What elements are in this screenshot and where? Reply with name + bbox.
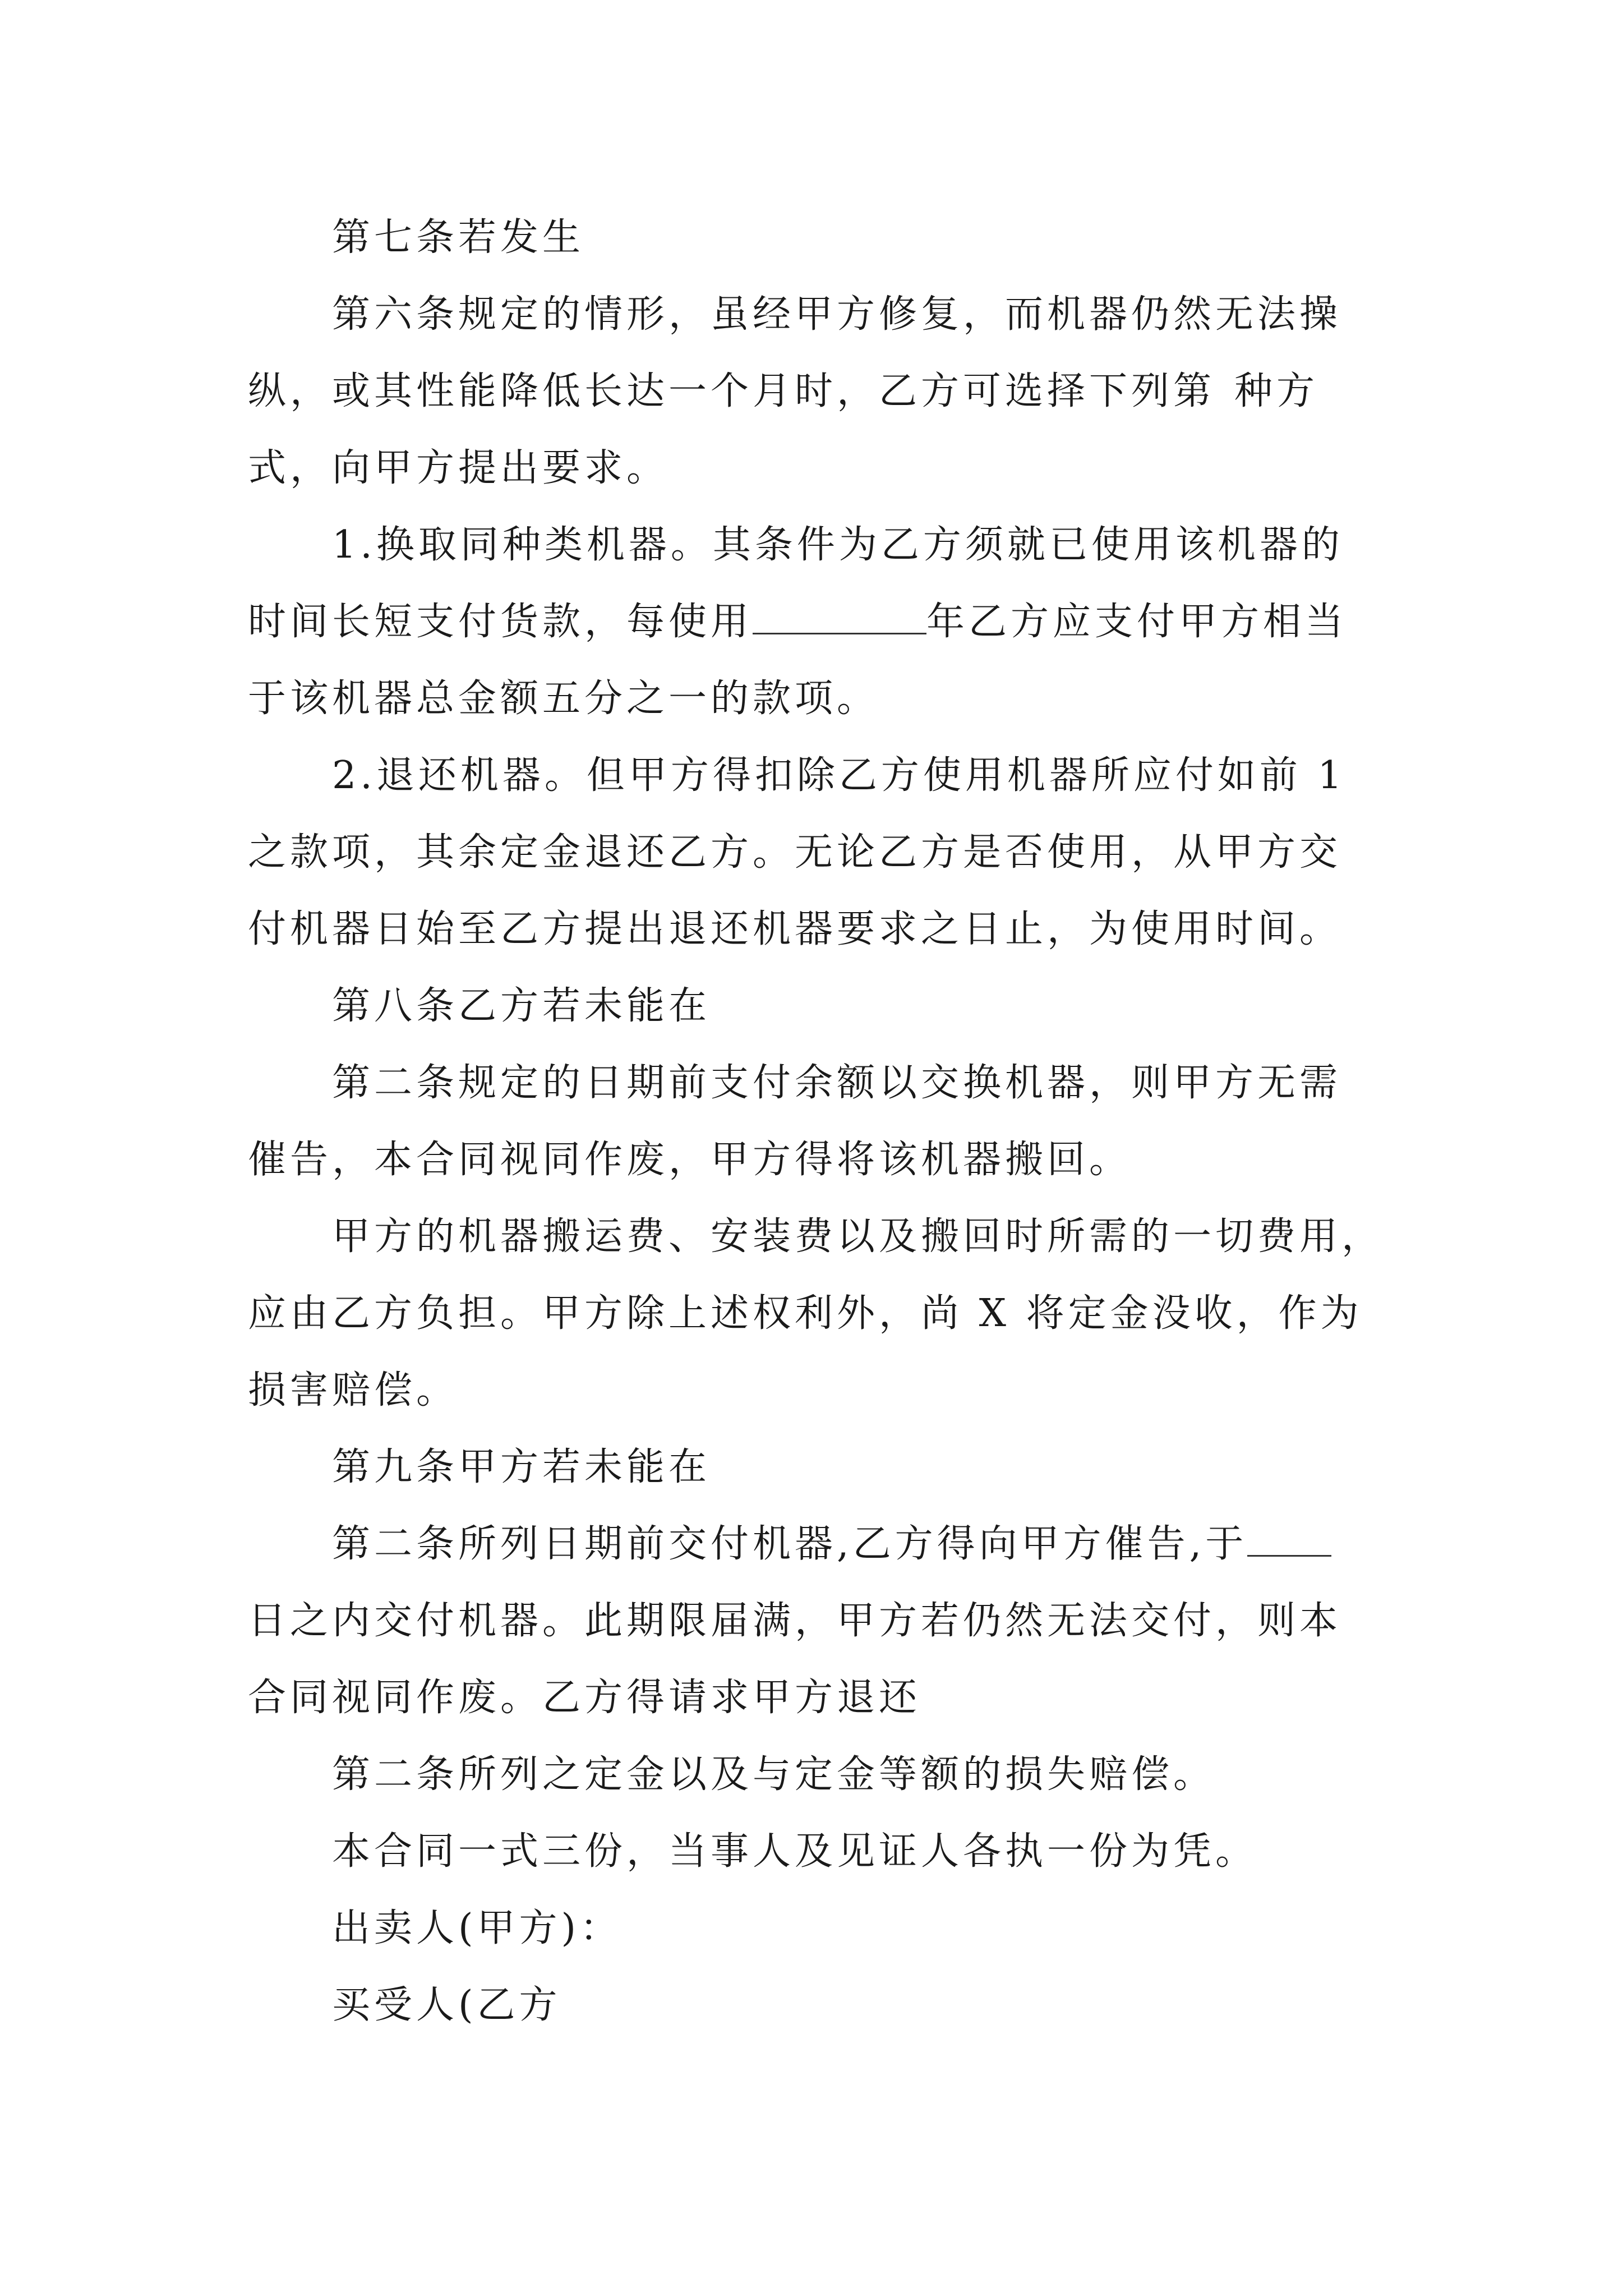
text-line: 本合同一式三份，当事人及见证人各执一份为凭。 bbox=[332, 1829, 1258, 1874]
text-line: 催告，本合同视同作废，甲方得将该机器搬回。 bbox=[248, 1138, 1132, 1182]
text-line: 损害赔偿。 bbox=[248, 1368, 459, 1412]
text-line: 日之内交付机器。此期限届满，甲方若仍然无法交付，则本 bbox=[248, 1599, 1342, 1643]
text-line: 甲方的机器搬运费、安装费以及搬回时所需的一切费用， bbox=[332, 1214, 1384, 1259]
text-line: 第二条所列之定金以及与定金等额的损失赔偿。 bbox=[332, 1752, 1216, 1797]
text-line: 付机器日始至乙方提出退还机器要求之日止，为使用时间。 bbox=[248, 907, 1342, 951]
text-line bbox=[248, 583, 1414, 660]
text-line: 之款项，其余定金退还乙方。无论乙方是否使用，从甲方交 bbox=[248, 830, 1342, 875]
clause-7-heading: 第七条若发生 bbox=[332, 215, 585, 260]
text-line: 第二条规定的日期前支付余额以交换机器，则甲方无需 bbox=[332, 1061, 1342, 1105]
fill-in-blank bbox=[753, 599, 926, 634]
text-line: 合同视同作废。乙方得请求甲方退还 bbox=[248, 1676, 921, 1720]
clause-9-heading: 第九条甲方若未能在 bbox=[332, 1445, 711, 1489]
document-body bbox=[248, 199, 1414, 2044]
buyer-signature-line: 买受人(乙方 bbox=[332, 1983, 561, 2027]
text-segment: 第二条所列日期前交付机器,乙方得向甲方催告,于 bbox=[332, 1522, 1248, 1566]
text-segment: 纵，或其性能降低长达一个月时，乙方可选择下列第 bbox=[248, 369, 1216, 413]
text-segment: 时间长短支付货款，每使用 bbox=[248, 600, 753, 644]
text-line: 应由乙方负担。甲方除上述权利外，尚 X 将定金没收，作为 bbox=[248, 1291, 1363, 1336]
text-line bbox=[248, 353, 1414, 430]
text-line: 第六条规定的情形，虽经甲方修复，而机器仍然无法操 bbox=[332, 292, 1342, 337]
fill-in-blank bbox=[1247, 1521, 1331, 1557]
text-segment: 年乙方应支付甲方相当 bbox=[926, 600, 1348, 644]
seller-signature-line: 出卖人(甲方)： bbox=[332, 1906, 623, 1950]
text-line: 1.换取同种类机器。其条件为乙方须就已使用该机器的 bbox=[332, 523, 1344, 567]
text-line: 于该机器总金额五分之一的款项。 bbox=[248, 677, 879, 721]
text-line: 式，向甲方提出要求。 bbox=[248, 446, 669, 490]
clause-8-heading: 第八条乙方若未能在 bbox=[332, 984, 711, 1028]
text-segment: 种方 bbox=[1234, 369, 1319, 413]
text-line: 2.退还机器。但甲方得扣除乙方使用机器所应付如前 1 bbox=[332, 753, 1346, 798]
text-line bbox=[248, 1506, 1414, 1582]
